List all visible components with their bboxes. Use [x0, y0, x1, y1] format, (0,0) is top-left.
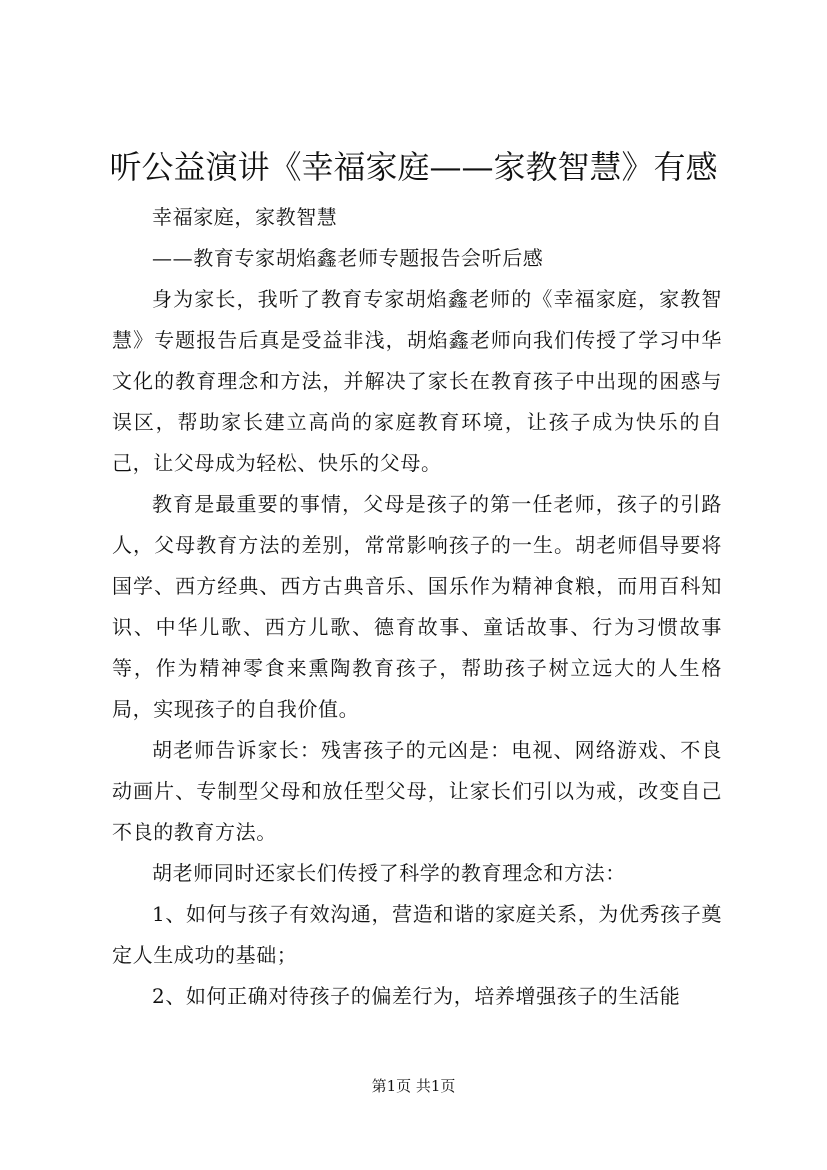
- page-title: 听公益演讲《幸福家庭——家教智慧》有感: [109, 148, 718, 186]
- page-footer: 第1页 共1页: [371, 1077, 456, 1095]
- subtitle-paragraph: 幸福家庭，家教智慧: [152, 205, 338, 229]
- body-paragraph: 胡老师同时还家长们传授了科学的教育理念和方法：: [152, 861, 626, 885]
- list-item-paragraph: 1、如何与孩子有效沟通，营造和谐的家庭关系，为优秀孩子奠定人生成功的基础；: [112, 902, 722, 967]
- document-body: [112, 197, 722, 1017]
- byline-paragraph: ——教育专家胡焰鑫老师专题报告会听后感: [152, 246, 544, 270]
- body-paragraph: 胡老师告诉家长：残害孩子的元凶是：电视、网络游戏、不良动画片、专制型父母和放任型父母，让家长们引以为戒，改变自己不良的教育方法。: [112, 738, 722, 844]
- body-paragraph: 身为家长，我听了教育专家胡焰鑫老师的《幸福家庭，家教智慧》专题报告后真是受益非浅，胡焰鑫老师向我们传授了学习中华文化的教育理念和方法，并解决了家长在教育孩子中出现的困惑与误区，帮助家长建立高尚的家庭教育环境，让孩子成为快乐的自己，让父母成为轻松、快乐的父母。: [112, 287, 722, 475]
- body-paragraph: 教育是最重要的事情，父母是孩子的第一任老师，孩子的引路人，父母教育方法的差别，常常影响孩子的一生。胡老师倡导要将国学、西方经典、西方古典音乐、国乐作为精神食粮，而用百科知识、中华儿歌、西方儿歌、德育故事、童话故事、行为习惯故事等，作为精神零食来熏陶教育孩子，帮助孩子树立远大的人生格局，实现孩子的自我价值。: [112, 492, 722, 721]
- list-item-paragraph: 2、如何正确对待孩子的偏差行为，培养增强孩子的生活能: [152, 984, 681, 1008]
